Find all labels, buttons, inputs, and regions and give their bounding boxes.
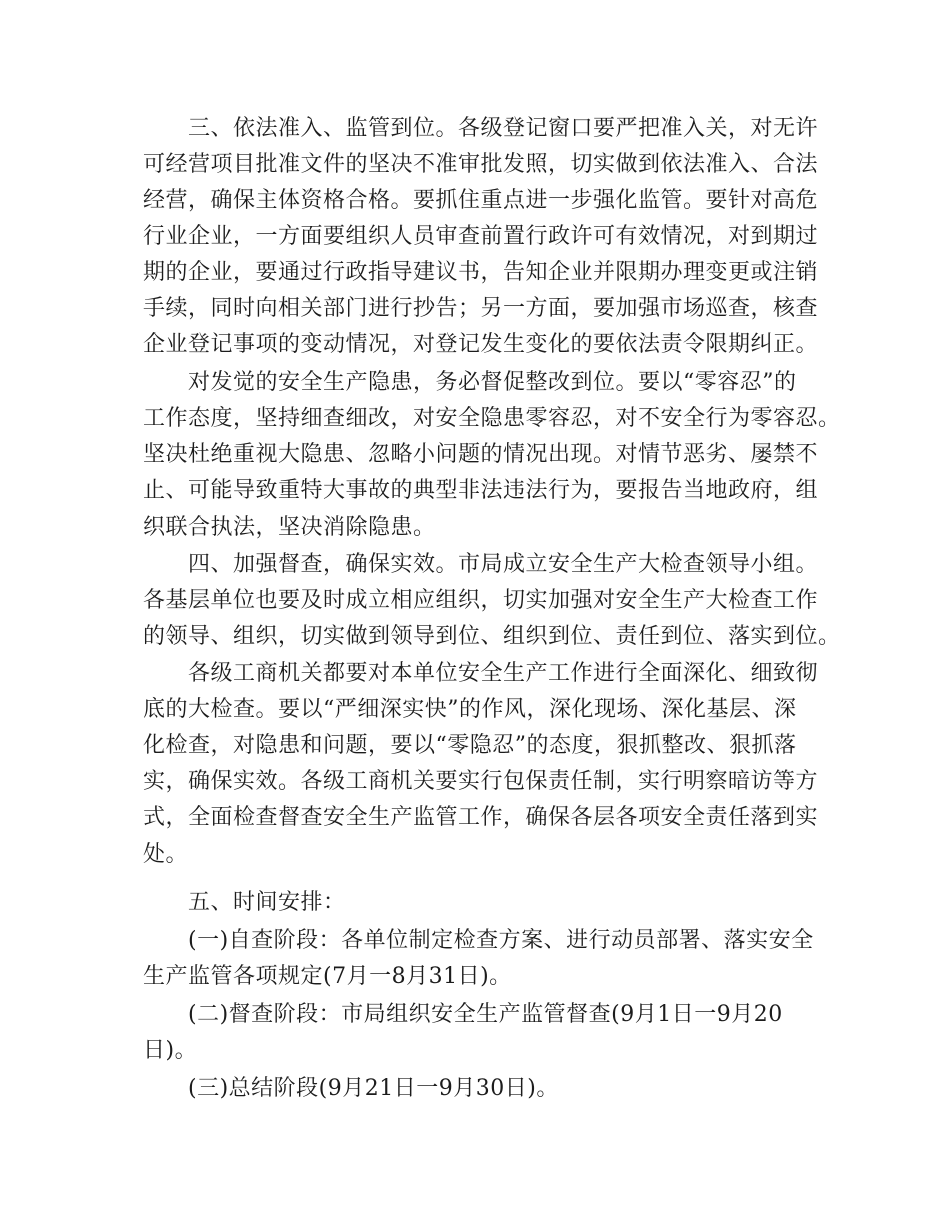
paragraph-line: 化检查，对隐患和问题，要以“零隐忍”的态度，狠抓整改、狠抓落 [143,733,797,758]
paragraph-line: 行业企业，一方面要组织人员审查前置行政许可有效情况，对到期过 [143,224,819,249]
paragraph-line: 坚决杜绝重视大隐患、忽略小问题的情况出现。对情节恶劣、屡禁不 [143,442,819,467]
paragraph-line: 止、可能导致重特大事故的典型非法违法行为，要报告当地政府，组 [143,478,819,503]
paragraph-line: 的领导、组织，切实做到领导到位、组织到位、责任到位、落实到位。 [143,624,841,649]
schedule-item: (一)自查阶段：各单位制定检查方案、进行动员部署、落实安全 [188,928,814,953]
paragraph-line: 三、依法准入、监管到位。各级登记窗口要严把准入关，对无许 [188,116,819,141]
paragraph-line: 经营，确保主体资格合格。要抓住重点进一步强化监管。要针对高危 [143,188,819,213]
schedule-item: (二)督查阶段：市局组织安全生产监管督查(9月1日一9月20 [188,1002,783,1027]
paragraph-line: 织联合执法，坚决消除隐患。 [143,515,436,540]
paragraph-line: 处。 [143,842,189,867]
schedule-item-continuation: 日)。 [143,1038,198,1063]
paragraph-line: 工作态度，坚持细查细改，对安全隐患零容忍，对不安全行为零容忍。 [143,406,841,431]
paragraph-line: 企业登记事项的变动情况，对登记发生变化的要依法责令限期纠正。 [143,332,819,357]
paragraph-line: 式，全面检查督查安全生产监管工作，确保各层各项安全责任落到实 [143,805,819,830]
paragraph-line: 对发觉的安全生产隐患，务必督促整改到位。要以“零容忍”的 [188,370,797,395]
paragraph-line: 可经营项目批准文件的坚决不准审批发照，切实做到依法准入、合法 [143,152,819,177]
schedule-item: (三)总结阶段(9月21日一9月30日)。 [188,1076,559,1101]
paragraph-line: 各基层单位也要及时成立相应组织，切实加强对安全生产大检查工作 [143,588,819,613]
paragraph-line: 底的大检查。要以“严细深实快”的作风，深化现场、深化基层、深 [143,697,797,722]
paragraph-line: 四、加强督查，确保实效。市局成立安全生产大检查领导小组。 [188,552,819,577]
schedule-item-continuation: 生产监管各项规定(7月一8月31日)。 [143,964,512,989]
paragraph-line: 实，确保实效。各级工商机关要实行包保责任制，实行明察暗访等方 [143,769,819,794]
paragraph-line: 手续，同时向相关部门进行抄告；另一方面，要加强市场巡查，核查 [143,296,819,321]
paragraph-line: 各级工商机关都要对本单位安全生产工作进行全面深化、细致彻 [188,661,819,686]
section-heading: 五、时间安排： [188,890,346,915]
paragraph-line: 期的企业，要通过行政指导建议书，告知企业并限期办理变更或注销 [143,260,819,285]
